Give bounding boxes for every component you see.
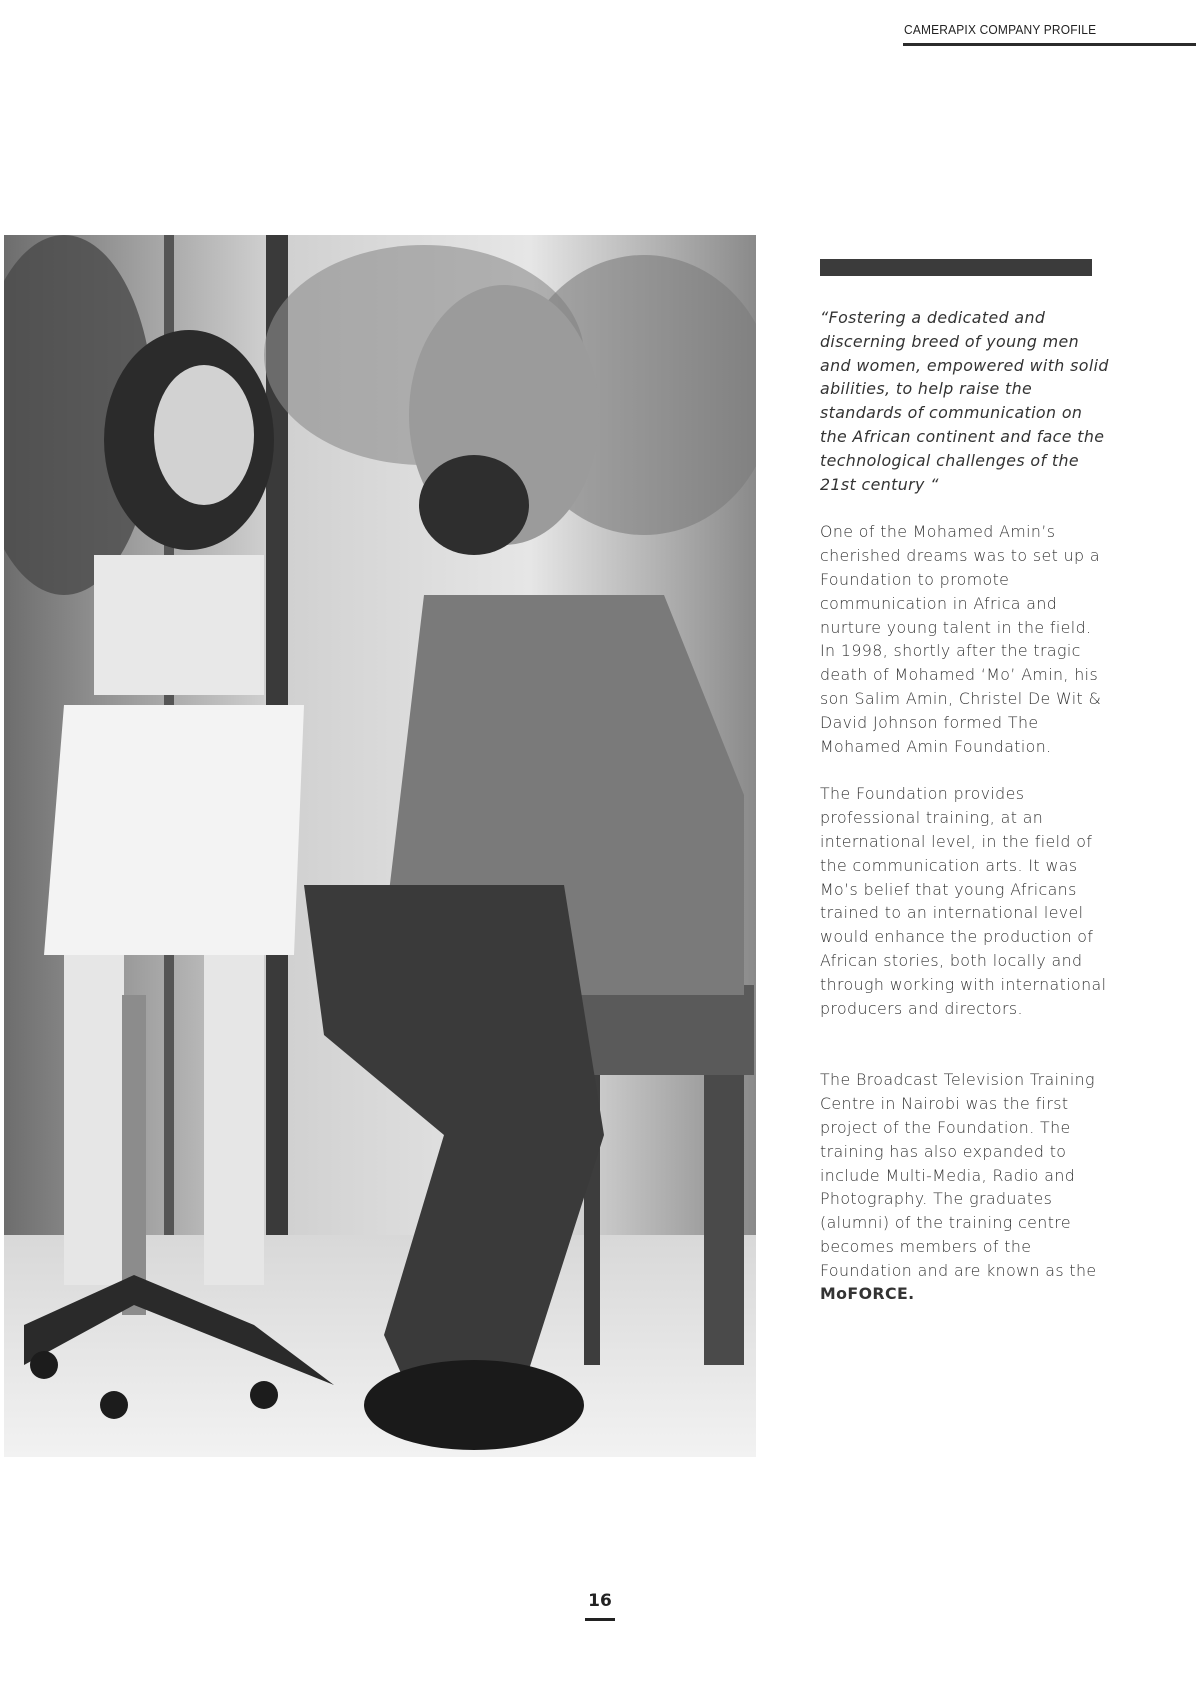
- text-column: [820, 306, 1110, 1330]
- header-title: CAMERAPIX COMPANY PROFILE: [904, 22, 1097, 37]
- paragraph-training-centre: [820, 1068, 1110, 1306]
- paragraph-foundation-origin: One of the Mohamed Amin’s cherished dreams was to set up a Foundation to promote communication in Africa and nurture young talent in the field. In 1998, shortly after the tragic death of Mohamed ‘Mo’ Amin, his son Salim Amin, Christel De Wit & David Johnson formed The Mohamed Amin Foundation.: [820, 522, 1102, 756]
- moforce-label: MoFORCE.: [820, 1284, 915, 1304]
- quote-text: “Fostering a dedicated and discerning breed of young men and women, empowered with solid abilities, to help raise the standards of communication on the African continent and face the technological challenges of the 21st century “: [820, 308, 1109, 494]
- header-rule: [903, 43, 1196, 46]
- paragraph-training-centre-text: The Broadcast Television Training Centre in Nairobi was the first project of the Foundation. The training has also expanded to include Multi-Media, Radio and Photography. The graduates (alumni) of the training centre becomes members of the Foundation and are known as the: [820, 1070, 1097, 1280]
- page-number: 16: [588, 1591, 612, 1611]
- paragraph-foundation-training: The Foundation provides professional training, at an international level, in the field of the communication arts. It was Mo’s belief that young Africans trained to an international level would enhance the production of African stories, both locally and through working with international producers and directors.: [820, 784, 1107, 1018]
- accent-bar: [820, 259, 1092, 276]
- page-number-rule: [585, 1618, 615, 1621]
- photo-icon: [4, 235, 756, 1457]
